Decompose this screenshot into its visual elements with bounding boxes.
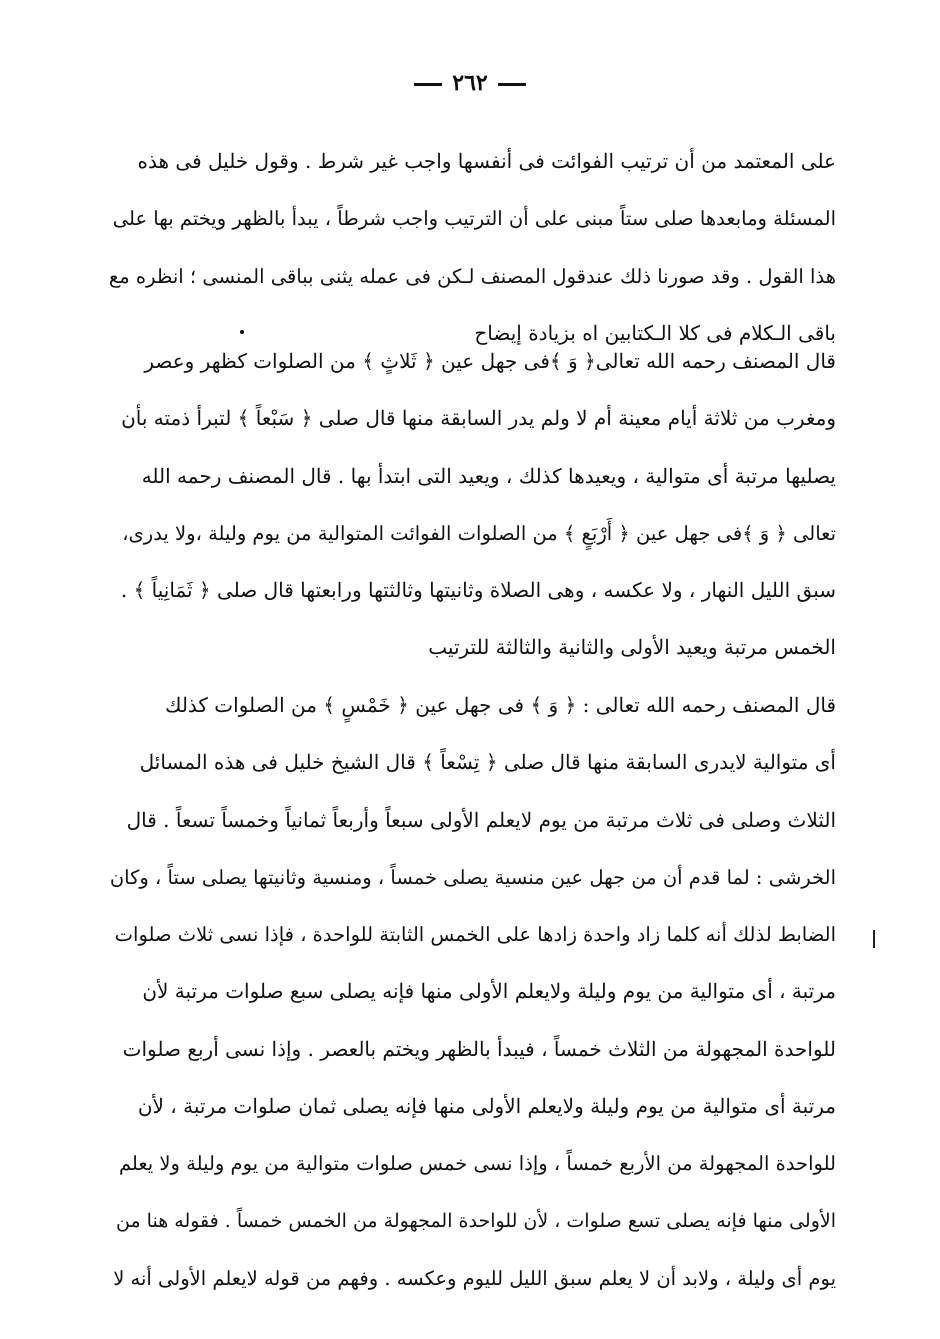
text-line: هذا القول . وقد صورنا ذلك عندقول المصنف لـكن فى عمله يثنى بباقى المنسى ؛ انظره مع [108, 264, 836, 288]
ink-dot [240, 330, 244, 334]
text-line: مرتبة أى متوالية من يوم وليلة ولايعلم الأولى منها فإنه يصلى ثمان صلوات مرتبة ، لأن [137, 1094, 836, 1119]
paragraph-2 [106, 333, 836, 677]
text-line: مرتبة ، أى متوالية من يوم وليلة ولايعلم الأولى منها فإنه يصلى سبع صلوات مرتبة لأن [142, 979, 836, 1004]
page-number [0, 70, 940, 96]
text-line: الضابط لذلك أنه كلما زاد واحدة زادها على الخمس الثابتة للواحدة ، فإذا نسى ثلاث صلوات [114, 923, 836, 947]
right-dash [414, 83, 442, 86]
text-line: المسئلة ومابعدها صلى ستاً مبنى على أن الترتيب واجب شرطاً ، يبدأ بالظهر ويختم بها على [112, 207, 836, 231]
text-line: الخمس مرتبة ويعيد الأولى والثانية والثالثة للترتيب [428, 635, 836, 660]
text-line: الخرشى : لما قدم أن من جهل عين منسية يصلى خمساً ، ومنسية وثانيتها يصلى ستاً ، وكان [109, 865, 836, 889]
text-line: يصليها مرتبة أى متوالية ، ويعيدها كذلك ، ويعيد التى ابتدأ بها . قال المصنف رحمه الله [141, 463, 836, 488]
text-line: قال المصنف رحمه الله تعالى﴿ وَ ﴾فى جهل عين ﴿ ثَلاثٍ ﴾ من الصلوات كظهر وعصر [144, 349, 836, 373]
left-dash [498, 83, 526, 86]
text-line: للواحدة المجهولة من الثلاث خمساً ، فيبدأ بالظهر ويختم بالعصر . وإذا نسى أربع صلوات [122, 1036, 836, 1061]
text-line: يوم أى وليلة ، ولابد أن لا يعلم سبق الليل لليوم وعكسه . وفهم من قوله لايعلم الأولى أنه لا [113, 1266, 836, 1290]
text-line: سبق الليل النهار ، ولا عكسه ، وهى الصلاة وثانيتها وثالثتها ورابعتها قال صلى ﴿ ثَمَانِياً ﴾ . [120, 578, 836, 603]
text-line: للواحدة المجهولة من الأربع خمساً ، وإذا نسى خمس صلوات متوالية من يوم وليلة ولا يعلم [118, 1152, 836, 1176]
page-number-text: ٢٦٢ [452, 70, 488, 96]
text-line: الأولى منها فإنه يصلى تسع صلوات ، لأن للواحدة المجهولة من الخمس خمساً . فقوله هنا من [116, 1209, 836, 1232]
text-line: تعالى ﴿ وَ ﴾فى جهل عين ﴿ أَرْبَعٍ ﴾ من الصلوات الفوائت المتوالية من يوم وليلة ،ولا يدرى، [122, 521, 836, 545]
margin-mark [873, 930, 875, 948]
text-line: ومغرب من ثلاثة أيام معينة أم لا ولم يدر السابقة منها قال صلى ﴿ سَبْعاً ﴾ لتبرأ ذمته بأن [121, 406, 836, 431]
text-line: أى متوالية لايدرى السابقة منها قال صلى ﴿ تِسْعاً ﴾ قال الشيخ خليل فى هذه المسائل [139, 750, 836, 775]
paragraph-3 [106, 677, 836, 1307]
paragraph-1 [106, 133, 836, 362]
text-line: قال المصنف رحمه الله تعالى : ﴿ وَ ﴾ فى جهل عين ﴿ خَمْسٍ ﴾ من الصلوات كذلك [164, 693, 836, 717]
text-line: على المعتمد من أن ترتيب الفوائت فى أنفسها واجب غير شرط . وقول خليل فى هذه [137, 149, 836, 173]
text-line: الثلاث وصلى فى ثلاث مرتبة من يوم لايعلم الأولى سبعاً وأربعاً ثمانياً وخمساً تسعاً . قال [126, 807, 836, 832]
text-line: باقى الـكلام فى كلا الـكتابين اه بزيادة إيضاح [474, 320, 836, 345]
